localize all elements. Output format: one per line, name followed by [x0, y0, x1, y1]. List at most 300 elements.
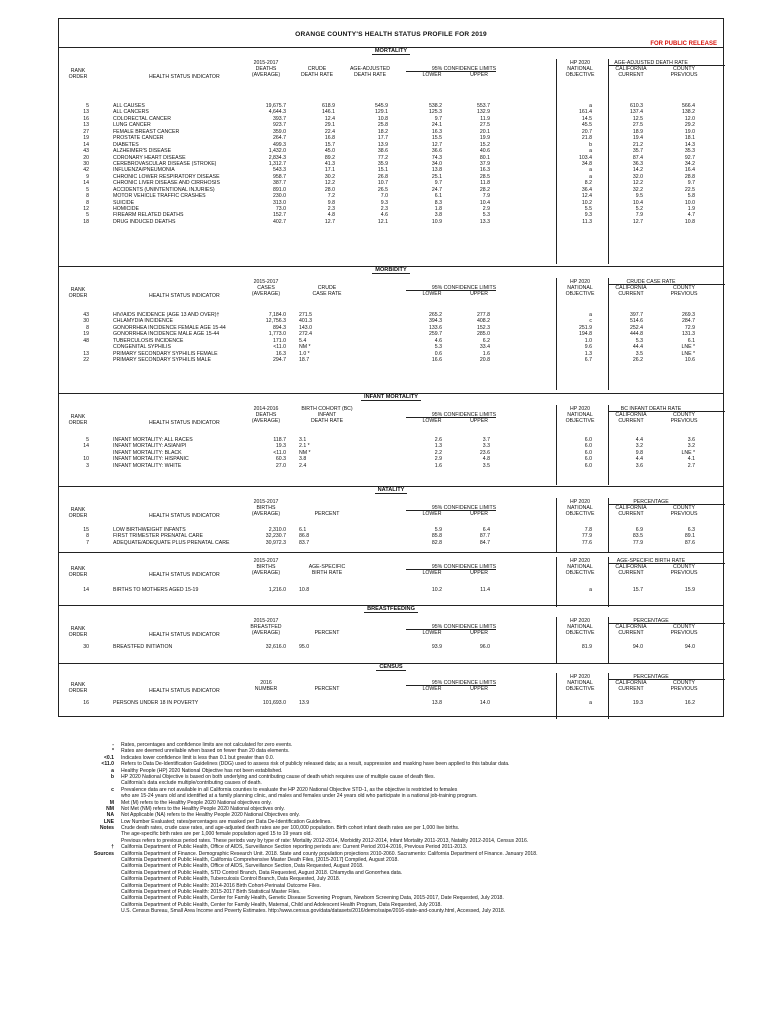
footnote-text: Rates are deemed unreliable when based on fewer than 20 data elements. [121, 748, 290, 755]
california-header: CALIFORNIA [615, 505, 647, 511]
count-cell: 19.3 [275, 443, 286, 450]
rank-order-header: RANK [70, 414, 86, 420]
footnote-text: California's data exclude multiple/contributing causes of death. [121, 780, 262, 787]
rank-order-header: ORDER [68, 572, 88, 578]
crude-rate-cell: 12.4 [324, 115, 335, 122]
hp2020-header: HP 2020 [569, 558, 591, 564]
mortality-title: MORTALITY [372, 48, 410, 55]
county-cell: 89.1 [684, 533, 695, 540]
hp2020-header: OBJECTIVE [565, 291, 595, 297]
ci-upper-cell: 277.8 [477, 312, 490, 318]
ci-rule [406, 629, 496, 630]
county-cell: LNE * [681, 449, 695, 456]
rank-order-header: ORDER [68, 420, 88, 426]
ci-upper-cell: 37.9 [479, 160, 490, 167]
section-title [59, 606, 723, 613]
hp2020-header: OBJECTIVE [565, 511, 595, 517]
table-row [59, 540, 723, 546]
ci-lower-cell: 13.8 [431, 700, 442, 706]
hp2020-cell: c [589, 318, 592, 325]
count-cell: 359.0 [273, 128, 286, 135]
report-header [59, 19, 723, 48]
indicator-cell: SUICIDE [113, 199, 135, 206]
hp2020-cell: 8.2 [584, 180, 592, 187]
count-header: DEATHS [255, 412, 277, 418]
county-cell: 2.7 [687, 462, 695, 469]
ci-upper-cell: 10.4 [479, 199, 490, 206]
column-headers [59, 274, 723, 298]
count-header: 2015-2017 [253, 60, 279, 66]
ci-upper-cell: 408.2 [477, 318, 490, 325]
crude-rate-cell: 618.9 [322, 103, 335, 109]
ci-lower-cell: 93.9 [431, 644, 442, 650]
ci-rule [406, 71, 496, 72]
hp2020-cell: 6.0 [584, 437, 592, 443]
ci-lower-header: LOWER [422, 686, 442, 692]
california-cell: 10.4 [632, 199, 643, 206]
california-cell: 12.7 [632, 218, 643, 225]
ci-lower-cell: 1.8 [434, 206, 442, 212]
ci-upper-cell: 11.8 [480, 180, 490, 187]
count-cell: 60.3 [275, 456, 286, 463]
ci-lower-cell: 3.8 [434, 212, 442, 219]
indicator-cell: PRIMARY SECONDARY SYPHILIS FEMALE [113, 350, 218, 357]
rate-cell: 6.1 [299, 527, 307, 533]
indicator-cell: INFANT MORTALITY: BLACK [113, 449, 182, 456]
count-cell: 118.7 [273, 437, 286, 443]
california-header: CURRENT [618, 686, 644, 692]
ci-upper-cell: 16.3 [479, 167, 490, 174]
hp2020-cell: a [589, 700, 592, 706]
report-title: ORANGE COUNTY'S HEALTH STATUS PROFILE FOR 2019 [295, 31, 487, 38]
california-cell: 15.7 [632, 587, 643, 593]
count-cell: 16.3 [275, 350, 286, 357]
adjusted-rate-cell: 10.8 [377, 115, 388, 122]
footnote-key: NA [106, 812, 114, 819]
morbidity-title: MORBIDITY [372, 267, 409, 274]
column-divider [608, 59, 609, 264]
california-cell: 19.3 [632, 700, 643, 706]
hp2020-header: NATIONAL [567, 66, 593, 72]
ci-lower-cell: 133.6 [429, 324, 442, 331]
indicator-cell: PROSTATE CANCER [113, 135, 164, 142]
ci-upper-cell: 4.8 [482, 456, 490, 463]
ci-lower-cell: 16.3 [431, 128, 442, 135]
count-cell: 4,644.3 [268, 109, 286, 116]
table-row [59, 357, 723, 363]
ci-upper-header: UPPER [470, 291, 488, 297]
rate-cell: 3.8 [299, 456, 307, 463]
count-header: 2016 [260, 680, 272, 686]
group-rule [609, 65, 725, 66]
count-cell: 543.3 [273, 167, 286, 174]
indicator-header: HEALTH STATUS INDICATOR [149, 420, 220, 426]
california-cell: 32.2 [632, 186, 643, 193]
count-cell: 152.7 [273, 212, 286, 219]
indicator-cell: CHRONIC LOWER RESPIRATORY DISEASE [113, 173, 220, 180]
rank-cell: 27 [83, 128, 89, 135]
count-cell: 891.0 [273, 186, 286, 193]
hp2020-cell: 1.0 [584, 337, 592, 344]
rank-cell: 30 [83, 318, 89, 325]
california-cell: 36.3 [632, 160, 643, 167]
data-rows [59, 312, 723, 364]
count-header: BIRTHS [256, 505, 276, 511]
ci-lower-cell: 394.3 [429, 318, 442, 325]
county-cell: 284.7 [682, 318, 695, 325]
hp2020-header: HP 2020 [569, 406, 591, 412]
rank-cell: 14 [83, 587, 89, 593]
county-cell: LNE * [681, 344, 695, 351]
count-header: 2015-2017 [253, 558, 279, 564]
rank-cell: 48 [83, 337, 89, 344]
rate-cell: 1.0 * [299, 350, 310, 357]
indicator-header: HEALTH STATUS INDICATOR [149, 293, 220, 299]
ci-upper-cell: 11.4 [480, 587, 490, 593]
rank-order-header: ORDER [68, 293, 88, 299]
california-header: CURRENT [618, 511, 644, 517]
footnote-key: LNE [103, 818, 114, 825]
data-rows [59, 103, 723, 225]
hp2020-cell: 9.3 [584, 212, 592, 219]
rate-group-header: BC INFANT DEATH RATE [620, 406, 682, 412]
hp2020-cell: 6.0 [584, 449, 592, 456]
rank-order-header: ORDER [68, 74, 88, 80]
column-headers [59, 613, 723, 637]
column-divider [608, 617, 609, 663]
adjusted-rate-cell: 18.2 [377, 128, 388, 135]
section-title [59, 48, 723, 55]
rate-cell: 18.7 [299, 357, 310, 364]
california-cell: 9.5 [635, 193, 643, 200]
table-row [59, 463, 723, 469]
rate-header: CASE RATE [312, 291, 342, 297]
ci-lower-cell: 5.9 [434, 527, 442, 533]
section-title [59, 487, 723, 494]
hp2020-header: NATIONAL [567, 564, 593, 570]
public-release-label: FOR PUBLIC RELEASE [650, 41, 717, 47]
county-cell: 29.2 [684, 122, 695, 129]
ci-upper-cell: 28.5 [479, 173, 490, 180]
california-cell: 21.2 [632, 141, 643, 148]
count-header: CASES [257, 285, 275, 291]
rank-order-header: RANK [70, 287, 86, 293]
adjusted-rate-cell: 13.9 [377, 141, 388, 148]
count-cell: 73.0 [275, 206, 286, 212]
county-cell: LNE * [681, 350, 695, 357]
group-rule [609, 679, 725, 680]
indicator-cell: PERSONS UNDER 18 IN POVERTY [113, 700, 199, 706]
count-cell: 387.7 [273, 180, 286, 187]
footnote-key: c [111, 786, 114, 793]
indicator-header: HEALTH STATUS INDICATOR [149, 513, 220, 519]
adjusted-rate-cell: 4.6 [380, 212, 388, 219]
column-divider [556, 557, 557, 607]
california-header: CURRENT [618, 630, 644, 636]
rank-cell: 5 [86, 186, 89, 193]
ci-lower-cell: 2.2 [434, 449, 442, 456]
rate-group-header: PERCENTAGE [633, 618, 669, 624]
count-header: 2015-2017 [253, 618, 279, 624]
ci-lower-cell: 16.6 [431, 357, 442, 364]
indicator-cell: ALL CAUSES [113, 103, 145, 109]
ci-upper-cell: 40.6 [479, 148, 490, 155]
rank-cell: 22 [83, 357, 89, 364]
hp2020-cell: a [589, 587, 592, 593]
ci-lower-header: LOWER [422, 72, 442, 78]
indicator-cell: ACCIDENTS (UNINTENTIONAL INJURIES) [113, 186, 215, 193]
rank-cell: 8 [86, 199, 89, 206]
infant-section [59, 394, 723, 487]
ci-upper-cell: 132.9 [477, 109, 490, 116]
footnote-text: Prevalence data are not available in all California counties to evaluate the HP 2020 National Objective STD-1, as the objective is restricted to females [121, 786, 458, 793]
county-cell: 566.4 [682, 103, 695, 109]
ci-upper-cell: 23.6 [479, 449, 490, 456]
california-cell: 77.9 [632, 539, 643, 546]
natality-title: NATALITY [375, 487, 408, 494]
ci-upper-header: UPPER [470, 630, 488, 636]
column-divider [608, 498, 609, 553]
california-header: CURRENT [618, 418, 644, 424]
ci-upper-cell: 3.3 [482, 443, 490, 450]
county-cell: 3.2 [687, 443, 695, 450]
column-divider [556, 405, 557, 485]
indicator-cell: INFLUENZA/PNEUMONIA [113, 167, 175, 174]
rank-order-header: RANK [70, 68, 86, 74]
crude-rate-cell: 45.0 [324, 148, 335, 155]
rate-group-header: PERCENTAGE [633, 674, 669, 680]
rate-header: PERCENT [314, 511, 340, 517]
ci-upper-header: UPPER [470, 570, 488, 576]
county-cell: 28.8 [684, 173, 695, 180]
footnote-text: California Department of Public Health, STD Control Branch, Data Requested, August 2018. Chlamydia and Gonorrhea data. [121, 869, 403, 876]
rate-cell: 86.8 [299, 533, 310, 540]
indicator-cell: GONORRHEA INCIDENCE FEMALE AGE 15-44 [113, 324, 226, 331]
crude-rate-cell: 22.4 [324, 128, 335, 135]
county-cell: 6.3 [687, 527, 695, 533]
county-cell: 6.1 [687, 337, 695, 344]
hp2020-cell: b [589, 141, 592, 148]
ci-lower-cell: 25.1 [431, 173, 442, 180]
hp2020-cell: a [589, 173, 592, 180]
column-headers [59, 55, 723, 79]
count-header: DEATHS [255, 66, 277, 72]
ci-header: 95% CONFIDENCE LIMITS [431, 285, 497, 291]
group-rule [609, 504, 725, 505]
county-cell: 10.0 [684, 199, 695, 206]
california-header: CALIFORNIA [615, 680, 647, 686]
indicator-cell: BIRTHS TO MOTHERS AGED 15-19 [113, 587, 199, 593]
count-cell: 230.0 [273, 193, 286, 200]
ci-rule [406, 569, 496, 570]
ci-upper-header: UPPER [470, 72, 488, 78]
california-header: CALIFORNIA [615, 412, 647, 418]
rank-order-header: RANK [70, 507, 86, 513]
county-cell: 10.8 [684, 218, 695, 225]
california-cell: 27.5 [632, 122, 643, 129]
adjusted-rate-cell: 35.9 [377, 160, 388, 167]
california-cell: 44.4 [632, 344, 643, 351]
hp2020-header: OBJECTIVE [565, 630, 595, 636]
column-divider [556, 59, 557, 264]
group-rule [609, 284, 725, 285]
county-header: COUNTY [673, 412, 695, 418]
adjusted-rate-cell: 17.7 [377, 135, 388, 142]
rank-cell: 14 [83, 180, 89, 187]
footnote-text: Previous refers to previous period rates. These periods vary by type of rate: Mortality 2012-2014, Morbidity 2012-2014, Infant Mortality 2011-2013, Natality 2012-2014, Census 2016. [121, 837, 529, 844]
county-cell: 9.7 [687, 180, 695, 187]
adjusted-rate-cell: 545.9 [375, 103, 388, 109]
footnote-text: HP 2020 National Objective is based on both underlying and contributing cause of death which requires use of multiple cause of death files. [121, 773, 435, 780]
footnote-key: * [112, 748, 114, 755]
count-header: BREASTFED [250, 624, 282, 630]
footnote-text: Rates, percentages and confidence limits are not calculated for zero events. [121, 742, 293, 748]
county-cell: 3.6 [687, 437, 695, 443]
ci-lower-header: LOWER [422, 511, 442, 517]
ci-header: 95% CONFIDENCE LIMITS [431, 564, 497, 570]
footnote-key: † [111, 844, 114, 851]
rate-header: BIRTH RATE [311, 570, 343, 576]
county-header: COUNTY [673, 505, 695, 511]
footnote-text: California Department of Public Health, Center for Family Health, Genetic Disease Screening Program, Newborn Screening Data, 2015-2017, Date Requested, July 2018. [121, 895, 504, 902]
rank-order-header: RANK [70, 626, 86, 632]
group-rule [609, 563, 725, 564]
ci-upper-cell: 87.7 [479, 533, 490, 540]
table-row [59, 644, 723, 650]
rate-cell: 5.4 [299, 337, 307, 344]
california-header: CALIFORNIA [615, 564, 647, 570]
indicator-cell: CHRONIC LIVER DISEASE AND CIRRHOSIS [113, 180, 220, 187]
indicator-cell: DRUG INDUCED DEATHS [113, 218, 176, 225]
california-cell: 3.5 [635, 350, 643, 357]
footnote-text: California Department of Public Health, California Comprehensive Master Death Files, [2015-2017] Compiled, August 2018. [121, 857, 399, 864]
california-header: CURRENT [618, 291, 644, 297]
california-cell: 9.8 [635, 449, 643, 456]
ci-lower-header: LOWER [422, 291, 442, 297]
ci-lower-header: LOWER [422, 570, 442, 576]
count-cell: 1,432.0 [268, 148, 286, 155]
ci-lower-cell: 34.0 [431, 160, 442, 167]
count-header: 2015-2017 [253, 499, 279, 505]
hp2020-cell: a [589, 103, 592, 109]
california-cell: 7.9 [635, 212, 643, 219]
adjusted-rate-cell: 77.2 [377, 154, 388, 161]
table-row [59, 219, 723, 225]
crude-rate-cell: 16.8 [324, 135, 335, 142]
rank-cell: 9 [86, 173, 89, 180]
footnote-key: - [112, 742, 114, 748]
hp2020-header: HP 2020 [569, 618, 591, 624]
indicator-cell: LOW BIRTHWEIGHT INFANTS [113, 527, 186, 533]
section-title [59, 267, 723, 274]
rate-group-header: AGE-ADJUSTED DEATH RATE [614, 60, 688, 66]
hp2020-header: HP 2020 [569, 279, 591, 285]
hp2020-cell: 77.6 [581, 539, 592, 546]
indicator-cell: HIV/AIDS INCIDENCE (AGE 13 AND OVER)† [113, 312, 220, 318]
rank-cell: 5 [86, 212, 89, 219]
indicator-header: HEALTH STATUS INDICATOR [149, 572, 220, 578]
ci-lower-cell: 5.3 [434, 344, 442, 351]
indicator-header: HEALTH STATUS INDICATOR [149, 632, 220, 638]
hp2020-cell: 12.4 [581, 193, 592, 200]
indicator-cell: DIABETES [113, 141, 139, 148]
footnote-text: California Department of Public Health: 2015-2017 Birth Statistical Master Files. [121, 888, 301, 895]
california-cell: 83.5 [632, 533, 643, 540]
rank-cell: 18 [83, 218, 89, 225]
california-cell: 6.9 [635, 527, 643, 533]
rate-cell: 143.0 [299, 324, 312, 331]
rate-header: CRUDE [317, 285, 337, 291]
ci-lower-cell: 8.3 [434, 199, 442, 206]
indicator-cell: INFANT MORTALITY: WHITE [113, 462, 182, 469]
group-rule [609, 623, 725, 624]
hp2020-cell: 34.8 [581, 160, 592, 167]
rank-cell: 43 [83, 148, 89, 155]
rate-header: DEATH RATE [300, 72, 334, 78]
ci-lower-cell: 24.7 [431, 186, 442, 193]
ci-upper-cell: 20.8 [479, 357, 490, 364]
age-adjusted-header: AGE-ADJUSTED [349, 66, 391, 72]
indicator-cell: PRIMARY SECONDARY SYPHILIS MALE [113, 357, 211, 364]
footnote-key: Sources [93, 850, 114, 857]
footnote-key: <11.0 [101, 761, 114, 768]
hp2020-cell: 161.4 [579, 109, 592, 116]
breastfeeding-title: BREASTFEEDING [364, 606, 418, 613]
indicator-cell: TUBERCULOSIS INCIDENCE [113, 337, 184, 344]
county-cell: 4.1 [687, 456, 695, 463]
rate-cell: 95.0 [299, 644, 310, 650]
california-cell: 32.0 [632, 173, 643, 180]
rank-order-header: ORDER [68, 688, 88, 694]
indicator-header: HEALTH STATUS INDICATOR [149, 688, 220, 694]
rate-cell: 10.8 [299, 587, 310, 593]
ci-upper-cell: 80.1 [479, 154, 490, 161]
adjusted-rate-cell: 12.1 [377, 218, 388, 225]
california-cell: 18.9 [632, 128, 643, 135]
indicator-cell: LUNG CANCER [113, 122, 151, 129]
count-cell: 313.0 [273, 199, 286, 206]
crude-rate-cell: 2.3 [327, 206, 335, 212]
rank-cell: 5 [86, 437, 89, 443]
ci-rule [406, 417, 496, 418]
california-cell: 444.8 [630, 331, 643, 338]
hp2020-cell: a [589, 312, 592, 318]
breastfeeding-section [59, 606, 723, 664]
hp2020-header: OBJECTIVE [565, 686, 595, 692]
footnote-text: Indicates lower confidence limit is less than 0.1 but greater than 0.0. [121, 754, 275, 761]
rate-group-header: AGE-SPECIFIC BIRTH RATE [616, 558, 686, 564]
rank-cell: 13 [83, 122, 89, 129]
rate-cell: 2.1 * [299, 443, 310, 450]
column-divider [556, 617, 557, 663]
ci-lower-cell: 265.2 [429, 312, 442, 318]
profile-table-frame [58, 18, 724, 717]
california-header: CALIFORNIA [615, 285, 647, 291]
county-cell: 14.3 [684, 141, 695, 148]
ci-upper-cell: 20.1 [479, 128, 490, 135]
hp2020-cell: 6.0 [584, 443, 592, 450]
california-cell: 610.3 [630, 103, 643, 109]
count-cell: 923.7 [273, 122, 286, 129]
county-cell: 35.3 [684, 148, 695, 155]
california-header: CALIFORNIA [615, 66, 647, 72]
count-header: (AVERAGE) [251, 72, 281, 78]
footnote-text: California Department of Finance. Demographic Research Unit. 2018. State and county population projections 2010-2060. Sacramento: California Department of Finance. January 2018. [121, 850, 538, 857]
indicator-cell: ALZHEIMER'S DISEASE [113, 148, 172, 155]
county-cell: 138.2 [682, 109, 695, 116]
indicator-cell: CEREBROVASCULAR DISEASE (STROKE) [113, 160, 217, 167]
ci-upper-cell: 5.3 [482, 212, 490, 219]
